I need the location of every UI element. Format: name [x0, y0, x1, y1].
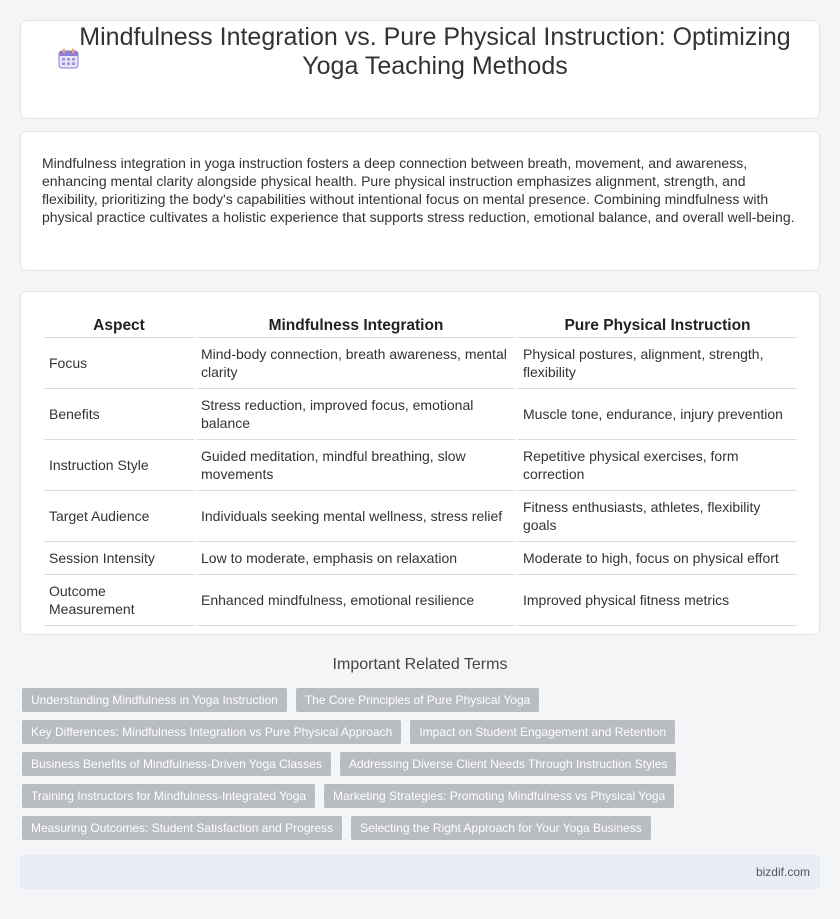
- cell-physical: Muscle tone, endurance, injury prevention: [518, 389, 797, 440]
- table-row: [44, 338, 797, 389]
- tag-row: [22, 752, 822, 776]
- footer: [20, 855, 820, 889]
- cell-physical: Fitness enthusiasts, athletes, flexibility goals: [518, 491, 797, 542]
- summary-card: [20, 131, 820, 271]
- cell-mindfulness: Stress reduction, improved focus, emotional balance: [196, 389, 516, 440]
- related-term-tag[interactable]: Selecting the Right Approach for Your Yoga Business: [351, 816, 651, 840]
- related-term-tag[interactable]: Training Instructors for Mindfulness-Integrated Yoga: [22, 784, 315, 808]
- table-row: [44, 491, 797, 542]
- header-mindfulness: Mindfulness Integration: [196, 315, 516, 338]
- related-term-tag[interactable]: Business Benefits of Mindfulness-Driven Yoga Classes: [22, 752, 331, 776]
- related-term-tag[interactable]: Addressing Diverse Client Needs Through Instruction Styles: [340, 752, 677, 776]
- comparison-card: [20, 291, 820, 635]
- cell-aspect: Instruction Style: [44, 440, 194, 491]
- related-terms-list: [22, 688, 822, 848]
- summary-text: Mindfulness integration in yoga instruction fosters a deep connection between breath, movement, and awareness, enhancing mental clarity alongside physical health. Pure physical instruction emphasizes alignment, strength, and flexibility, prioritizing the body's capabilities without intentional focus on mental presence. Combining mindfulness with physical practice cultivates a holistic experience that supports stress reduction, emotional balance, and overall well-being.: [42, 155, 795, 225]
- cell-physical: Moderate to high, focus on physical effort: [518, 542, 797, 575]
- cell-aspect: Target Audience: [44, 491, 194, 542]
- page-title: Mindfulness Integration vs. Pure Physical Instruction: Optimizing Yoga Teaching Methods: [79, 23, 791, 80]
- comparison-table: [42, 315, 799, 626]
- related-term-tag[interactable]: Key Differences: Mindfulness Integration vs Pure Physical Approach: [22, 720, 401, 744]
- header-physical: Pure Physical Instruction: [518, 315, 797, 338]
- footer-site-link[interactable]: bizdif.com: [755, 865, 810, 879]
- cell-aspect: Outcome Measurement: [44, 575, 194, 626]
- table-row: [44, 440, 797, 491]
- related-term-tag[interactable]: The Core Principles of Pure Physical Yoga: [296, 688, 539, 712]
- cell-mindfulness: Enhanced mindfulness, emotional resilience: [196, 575, 516, 626]
- related-term-tag[interactable]: Marketing Strategies: Promoting Mindfulness vs Physical Yoga: [324, 784, 674, 808]
- header-aspect: Aspect: [44, 315, 194, 338]
- cell-aspect: Session Intensity: [44, 542, 194, 575]
- related-term-tag[interactable]: Measuring Outcomes: Student Satisfaction and Progress: [22, 816, 342, 840]
- cell-physical: Improved physical fitness metrics: [518, 575, 797, 626]
- related-term-tag[interactable]: Understanding Mindfulness in Yoga Instruction: [22, 688, 287, 712]
- cell-aspect: Benefits: [44, 389, 194, 440]
- table-row: [44, 542, 797, 575]
- cell-physical: Physical postures, alignment, strength, flexibility: [518, 338, 797, 389]
- cell-mindfulness: Guided meditation, mindful breathing, slow movements: [196, 440, 516, 491]
- related-term-tag[interactable]: Impact on Student Engagement and Retention: [410, 720, 675, 744]
- cell-aspect: Focus: [44, 338, 194, 389]
- tag-row: [22, 688, 822, 712]
- cell-mindfulness: Individuals seeking mental wellness, stress relief: [196, 491, 516, 542]
- table-row: [44, 575, 797, 626]
- tag-row: [22, 784, 822, 808]
- cell-physical: Repetitive physical exercises, form correction: [518, 440, 797, 491]
- related-terms-title: Important Related Terms: [332, 656, 508, 673]
- table-header-row: [44, 315, 797, 338]
- table-row: [44, 389, 797, 440]
- cell-mindfulness: Mind-body connection, breath awareness, mental clarity: [196, 338, 516, 389]
- tag-row: [22, 720, 822, 744]
- title-wrap: [30, 23, 810, 81]
- cell-mindfulness: Low to moderate, emphasis on relaxation: [196, 542, 516, 575]
- tag-row: [22, 816, 822, 840]
